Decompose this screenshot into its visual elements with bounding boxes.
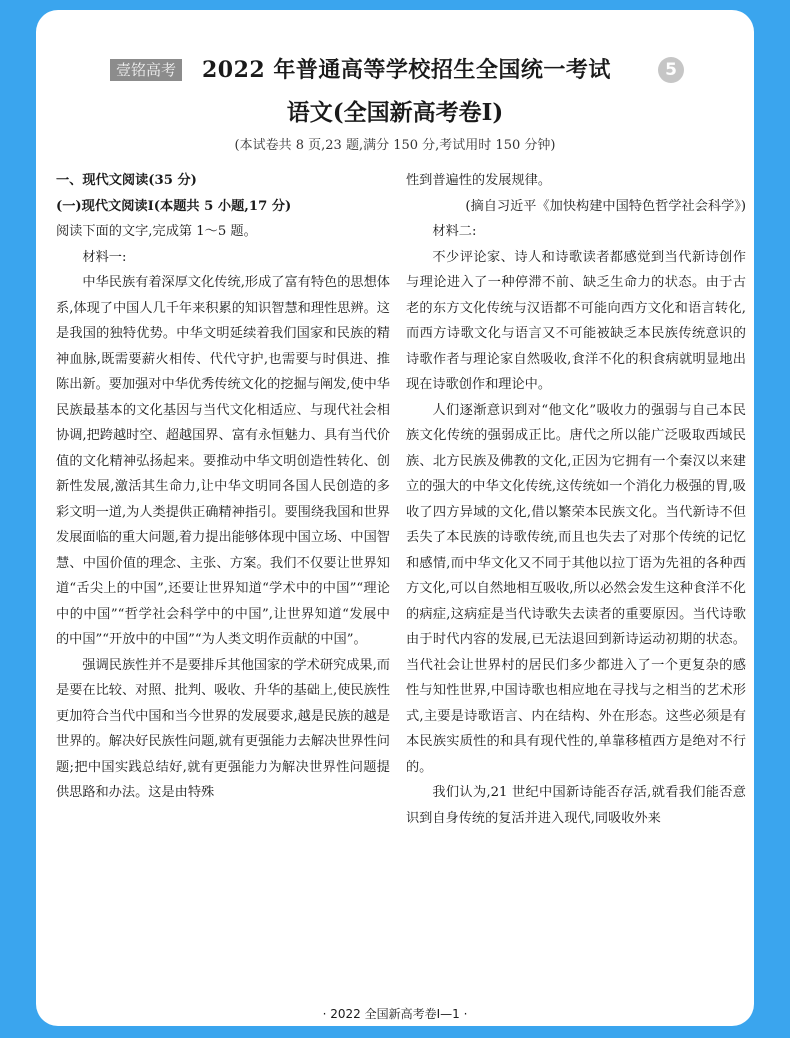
exam-instructions: (本试卷共 8 页,23 题,满分 150 分,考试用时 150 分钟) xyxy=(234,138,556,153)
exam-title: 2022 年普通高等学校招生全国统一考试 xyxy=(202,57,611,83)
material1-continuation: 性到普遍性的发展规律。 xyxy=(406,173,552,188)
material2-paragraph-3: 我们认为,21 世纪中国新诗能否存活,就看我们能否意识到自身传统的复活并进入现代,同吸收外来 xyxy=(406,785,746,826)
reading-prompt: 阅读下面的文字,完成第 1～5 题。 xyxy=(56,224,257,239)
material1-paragraph-2: 强调民族性并不是要排斥其他国家的学术研究成果,而是要在比较、对照、批判、吸收、升华的基础上,使民族性更加符合当代中国和当今世界的发展要求,越是民族的越是世界的。解决好民族性问题,就有更强能力去解决世界性问题;把中国实践总结好,就有更强能力为解决世界性问题提供思路和办法。这是由特殊 xyxy=(56,657,390,800)
subsection-title: (一)现代文阅读Ⅰ(本题共 5 小题,17 分) xyxy=(56,198,292,214)
material2-label: 材料二: xyxy=(432,224,477,239)
exam-page xyxy=(36,10,754,1026)
brand-logo: 壹铭高考 xyxy=(110,59,182,81)
right-column xyxy=(406,168,746,831)
material1-source: (摘自习近平《加快构建中国特色哲学社会科学》) xyxy=(465,198,746,214)
page-badge: 5 xyxy=(658,57,684,83)
page-header xyxy=(36,54,754,86)
material1-label: 材料一: xyxy=(82,249,127,265)
left-column xyxy=(56,168,390,806)
subject-title: 语文(全国新高考卷Ⅰ) xyxy=(286,99,504,126)
material2-paragraph-2: 人们逐渐意识到对“他文化”吸收力的强弱与自己本民族文化传统的强弱成正比。唐代之所以能广泛吸取西域民族、北方民族及佛教的文化,正因为它拥有一个秦汉以来建立的强大的中华文化传统,这传统如一个消化力极强的胃,吸收了四方异域的文化,借以繁荣本民族文化。当代新诗不但丢失了本民族的诗歌传统,而且也失去了对那个传统的记忆和感情,而中华文化又不同于其他以拉丁语为先祖的各种西方文化,可以自然地相互吸收,所以必然会发生这种食洋不化的病症,这病症是当代诗歌失去读者的重要原因。当代诗歌由于时代内容的发展,已无法退回到新诗运动初期的状态。当代社会让世界村的居民们多少都进入了一个更复杂的感性与知性世界,中国诗歌也相应地在寻找与之相当的艺术形式,主要是诗歌语言、内在结构、外在形态。这些必须是有本民族实质性的和具有现代性的,单靠移植西方是绝对不行的。 xyxy=(406,402,746,775)
material2-paragraph-1: 不少评论家、诗人和诗歌读者都感觉到当代新诗创作与理论进入了一种停滞不前、缺乏生命力的状态。由于古老的东方文化传统与汉语都不可能向西方文化和语言转化,而西方诗歌文化与语言又不可能被缺乏本民族传统意识的诗歌作者与理论家自然吸收,食洋不化的积食病就明显地出现在诗歌创作和理论中。 xyxy=(406,249,746,392)
page-footer: · 2022 全国新高考卷Ⅰ—1 · xyxy=(322,1007,468,1021)
section-title: 一、现代文阅读(35 分) xyxy=(56,173,197,188)
material1-paragraph-1: 中华民族有着深厚文化传统,形成了富有特色的思想体系,体现了中国人几千年来积累的知识智慧和理性思辨。这是我国的独特优势。中华文明延续着我们国家和民族的精神血脉,既需要薪火相传、代代守护,也需要与时俱进、推陈出新。要加强对中华优秀传统文化的挖掘与阐发,使中华民族最基本的文化基因与当代文化相适应、与现代社会相协调,把跨越时空、超越国界、富有永恒魅力、具有当代价值的文化精神弘扬起来。要推动中华文明创造性转化、创新性发展,激活其生命力,让中华文明同各国人民创造的多彩文明一道,为人类提供正确精神指引。要围绕我国和世界发展面临的重大问题,着力提出能够体现中国立场、中国智慧、中国价值的理念、主张、方案。我们不仅要让世界知道“舌尖上的中国”,还要让世界知道“学术中的中国”“理论中的中国”“哲学社会科学中的中国”,让世界知道“发展中的中国”“开放中的中国”“为人类文明作贡献的中国”。 xyxy=(56,275,390,647)
